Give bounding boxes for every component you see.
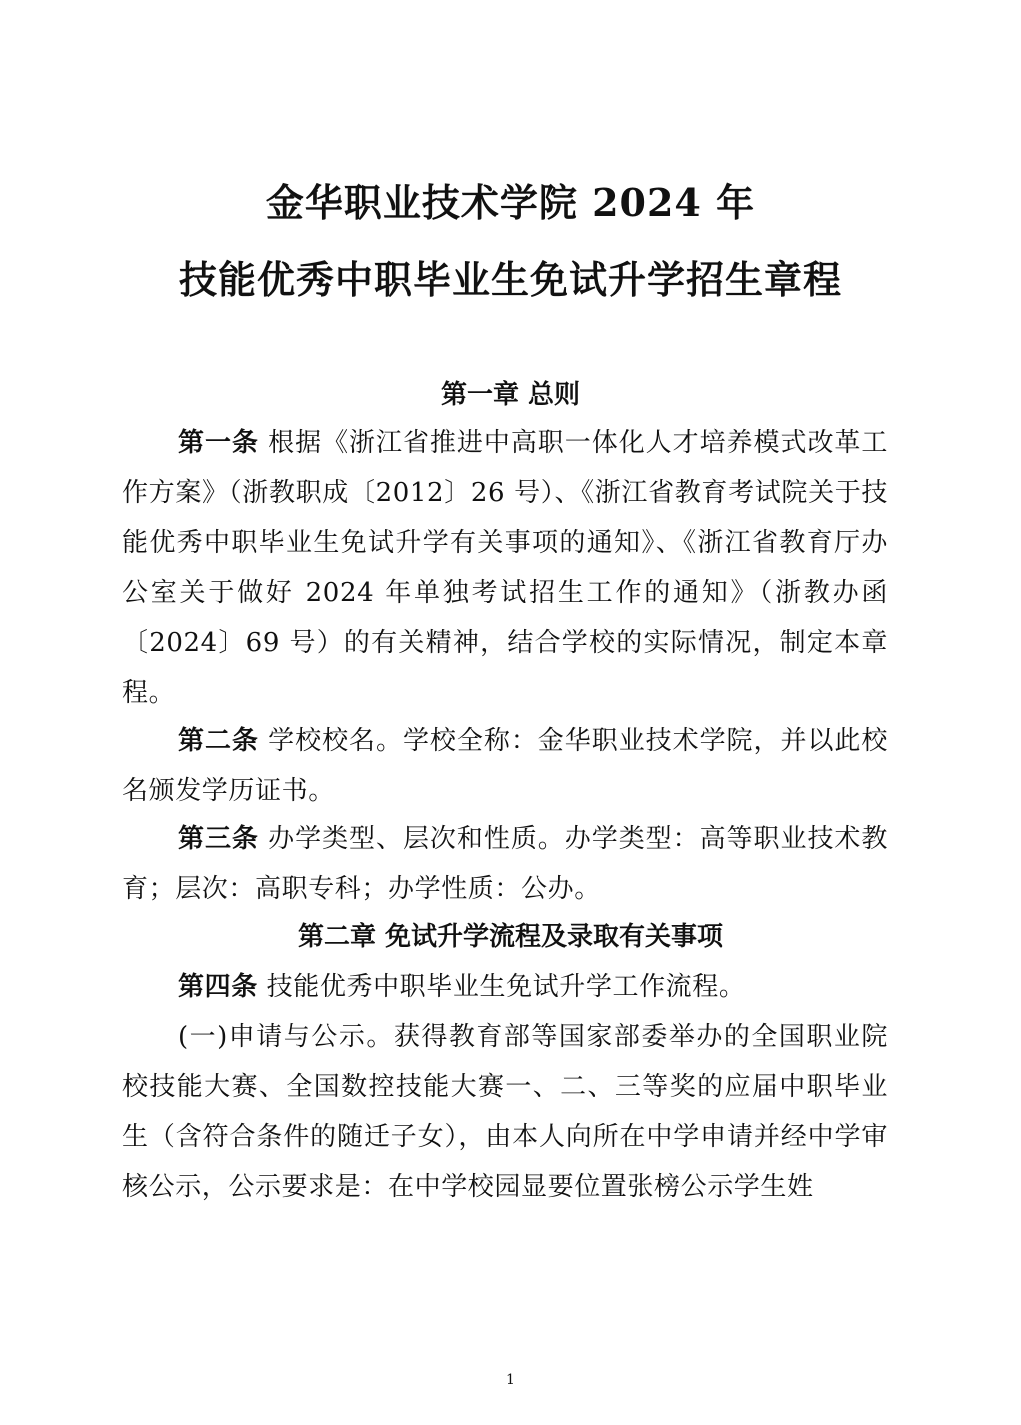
chapter-heading-general: 第一章 总则 [440,380,581,410]
article-1 [122,418,888,718]
article-3 [122,814,888,914]
document-title-line1: 金华职业技术学院 2024 年 [265,180,756,225]
article-3-text: 办学类型、层次和性质。办学类型：高等职业技术教育；层次：高职专科；办学性质：公办。 [122,824,888,904]
page-number: 1 [506,1372,515,1388]
article-4 [122,962,888,1012]
article-4-label: 第四条 [178,972,258,1002]
chapter-heading-admission: 第二章 免试升学流程及录取有关事项 [297,922,724,952]
article-2 [122,716,888,816]
article-3-label: 第三条 [178,824,259,854]
article-4-text: 技能优秀中职毕业生免试升学工作流程。 [257,972,746,1002]
article-4-item-1: (一)申请与公示。获得教育部等国家部委举办的全国职业院校技能大赛、全国数控技能大赛一、二、三等奖的应届中职毕业生（含符合条件的随迁子女），由本人向所在中学申请并经中学审核公示，公示要求是：在中学校园显要位置张榜公示学生姓 [122,1022,888,1202]
article-2-text: 学校校名。学校全称：金华职业技术学院，并以此校名颁发学历证书。 [122,726,888,806]
article-1-label: 第一条 [178,428,259,458]
article-2-label: 第二条 [178,726,259,756]
document-title-line2: 技能优秀中职毕业生免试升学招生章程 [178,257,842,302]
article-1-text: 根据《浙江省推进中高职一体化人才培养模式改革工作方案》（浙教职成〔2012〕26 号）、《浙江省教育考试院关于技能优秀中职毕业生免试升学有关事项的通知》、《浙江省教育厅办公室关于做好 2024 年单独考试招生工作的通知》（浙教办函〔2024〕69 号）的有关精神，结合学校的实际情况，制定本章程。 [122,428,888,708]
